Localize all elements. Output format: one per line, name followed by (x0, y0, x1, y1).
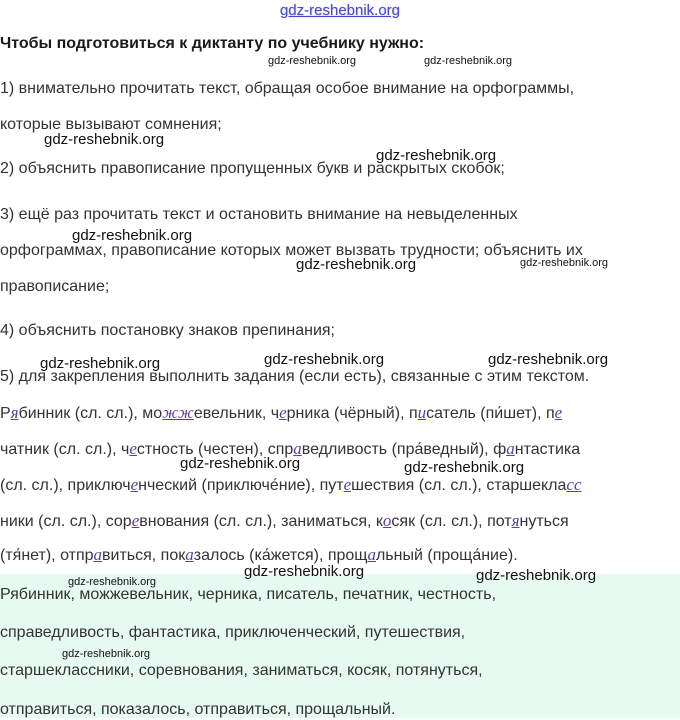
word-text: нуться (519, 513, 569, 530)
words-line-4 (0, 511, 569, 532)
watermark: gdz-reshebnik.org (244, 563, 365, 580)
orthogram-letter: сс (566, 475, 582, 494)
watermark: gdz-reshebnik.org (424, 55, 513, 67)
watermark: gdz-reshebnik.org (476, 567, 597, 584)
word-text: стность (честен), спр (136, 441, 294, 458)
orthogram-letter: а (185, 545, 194, 564)
orthogram-letter: е (131, 511, 140, 530)
word-text: чатник (сл. сл.), ч (0, 441, 130, 458)
word-text: виться, пок (102, 547, 186, 564)
word-text: ники (сл. сл.), сор (0, 513, 132, 530)
word-text: (сл. сл.), приключ (0, 477, 131, 494)
orthogram-letter: а (367, 545, 376, 564)
watermark: gdz-reshebnik.org (264, 351, 385, 368)
word-text: нтастика (514, 441, 581, 458)
orthogram-letter: а (293, 439, 302, 458)
step-3-line-3: правописание; (0, 278, 110, 295)
orthogram-letter: а (506, 439, 515, 458)
orthogram-letter: я (511, 511, 520, 530)
word-text: евельник, ч (193, 405, 280, 422)
orthogram-letter: е (130, 475, 139, 494)
orthogram-letter: о (382, 511, 392, 530)
orthogram-letter: жж (162, 403, 194, 422)
orthogram-letter: е (129, 439, 137, 458)
watermark: gdz-reshebnik.org (40, 355, 161, 372)
orthogram-letter: а (93, 545, 103, 564)
word-text: (тя́нет), отпр (0, 547, 94, 564)
answer-line-4: отправиться, показалось, отправиться, прощальный. (0, 701, 396, 718)
watermark: gdz-reshebnik.org (488, 351, 609, 368)
watermark: gdz-reshebnik.org (296, 256, 417, 273)
step-3-line-2: орфограммах, правописание которых может вызвать трудности; объяснить их (0, 242, 583, 259)
orthogram-letter: е (343, 475, 352, 494)
word-text: бинник (сл. сл.), мо (18, 405, 163, 422)
step-3-line-1: 3) ещё раз прочитать текст и остановить внимание на невыделенных (0, 206, 518, 223)
watermark: gdz-reshebnik.org (180, 455, 301, 472)
step-5: 5) для закрепления выполнить задания (если есть), связанные с этим текстом. (0, 368, 590, 385)
step-2: 2) объяснить правописание пропущенных букв и раскрытых скобок; (0, 160, 505, 177)
site-header-link[interactable]: gdz-reshebnik.org (279, 2, 401, 19)
word-text: залось (ка́жется), прощ (193, 547, 368, 564)
step-1-line-2: которые вызывают сомнения; (0, 116, 222, 133)
watermark: gdz-reshebnik.org (72, 227, 193, 244)
answer-line-3: старшеклассники, соревнования, заниматься, косяк, потянуться, (0, 662, 483, 679)
orthogram-letter: е (554, 403, 563, 422)
watermark: gdz-reshebnik.org (44, 131, 165, 148)
words-line-1 (0, 403, 562, 424)
orthogram-letter: и (417, 403, 427, 422)
word-text: сатель (пи́шет), п (426, 405, 555, 422)
word-text: льный (проща́ние). (375, 547, 518, 564)
step-1-line-1: 1) внимательно прочитать текст, обращая особое внимание на орфограммы, (0, 80, 575, 97)
watermark: gdz-reshebnik.org (68, 576, 157, 588)
step-4: 4) объяснить постановку знаков препинания; (0, 322, 335, 339)
watermark: gdz-reshebnik.org (376, 147, 497, 164)
word-text: внования (сл. сл.), заниматься, к (139, 513, 383, 530)
orthogram-letter: е (279, 403, 287, 422)
word-text: ведливость (пра́ведный), ф (301, 441, 507, 458)
page-title: Чтобы подготовиться к диктанту по учебнику нужно: (0, 35, 425, 52)
watermark: gdz-reshebnik.org (268, 55, 357, 67)
word-text: сяк (сл. сл.), пот (391, 513, 512, 530)
answer-line-1: Рябинник, можжевельник, черника, писатель, печатник, честность, (0, 586, 497, 603)
watermark: gdz-reshebnik.org (520, 257, 609, 269)
word-text: Р (0, 405, 11, 422)
word-text: рника (чёрный), п (286, 405, 418, 422)
word-text: шествия (сл. сл.), старшекла (351, 477, 567, 494)
watermark: gdz-reshebnik.org (404, 459, 525, 476)
word-text: нческий (приключе́ние), пут (138, 477, 344, 494)
answer-line-2: справедливость, фантастика, приключенческий, путешествия, (0, 624, 466, 641)
orthogram-letter: я (10, 403, 19, 422)
watermark: gdz-reshebnik.org (62, 648, 151, 660)
words-line-3 (0, 475, 582, 496)
